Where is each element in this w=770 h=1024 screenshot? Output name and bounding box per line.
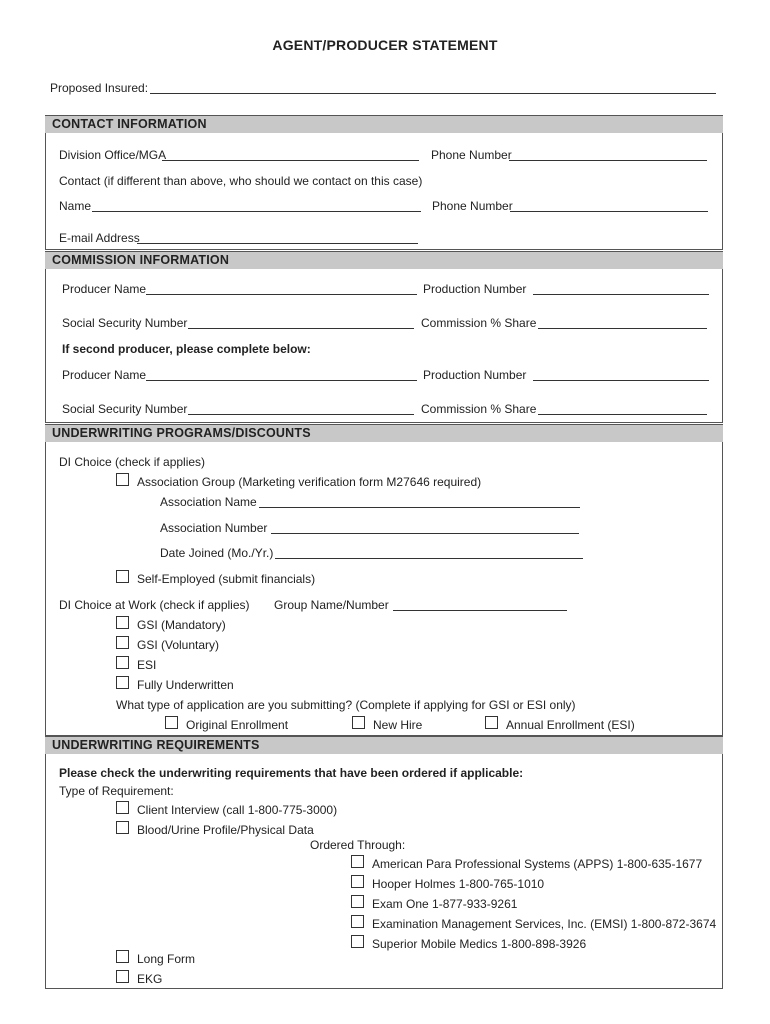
contact-phone-field[interactable] [509,160,707,161]
date-joined-field[interactable] [275,558,583,559]
producer-name-label: Producer Name [62,282,147,296]
contact-note: Contact (if different than above, who should we contact on this case) [59,174,423,188]
client-interview-checkbox[interactable] [116,801,129,814]
commission-section-header [45,251,723,269]
gsi-mandatory-checkbox[interactable] [116,616,129,629]
producer2-name-label: Producer Name [62,368,147,382]
long-form-label: Long Form [137,952,196,966]
production2-number-label: Production Number [423,368,527,382]
requirements-header-text: UNDERWRITING REQUIREMENTS [52,738,260,752]
commission2-share-label: Commission % Share [421,402,537,416]
contact-phone2-label: Phone Number [432,199,513,213]
original-enrollment-label: Original Enrollment [186,718,289,732]
self-employed-label: Self-Employed (submit financials) [137,572,316,586]
self-employed-checkbox[interactable] [116,570,129,583]
vendor-examone-checkbox[interactable] [351,895,364,908]
requirements-instruction: Please check the underwriting requirements that have been ordered if applicable: [59,766,524,780]
esi-label: ESI [137,658,157,672]
commission-header-text: COMMISSION INFORMATION [52,253,230,267]
type-of-requirement-label: Type of Requirement: [59,784,174,798]
original-enrollment-checkbox[interactable] [165,716,178,729]
contact-name-label: Name [59,199,92,213]
requirements-section-header [45,736,723,754]
annual-enrollment-label: Annual Enrollment (ESI) [506,718,635,732]
email-label: E-mail Address [59,231,140,245]
vendor-superior-checkbox[interactable] [351,935,364,948]
association-name-field[interactable] [259,507,580,508]
gsi-voluntary-checkbox[interactable] [116,636,129,649]
blood-urine-label: Blood/Urine Profile/Physical Data [137,823,314,837]
date-joined-label: Date Joined (Mo./Yr.) [160,546,274,560]
programs-section-header [45,424,723,442]
new-hire-label: New Hire [373,718,423,732]
form-title: AGENT/PRODUCER STATEMENT [272,37,498,53]
producer2-name-field[interactable] [146,380,417,381]
annual-enrollment-checkbox[interactable] [485,716,498,729]
commission-share-label: Commission % Share [421,316,537,330]
association-group-label: Association Group (Marketing verification form M27646 required) [137,475,482,489]
ssn2-label: Social Security Number [62,402,188,416]
gsi-voluntary-label: GSI (Voluntary) [137,638,220,652]
fully-underwritten-checkbox[interactable] [116,676,129,689]
vendor-emsi-label: Examination Management Services, Inc. (EMSI) 1-800-872-3674 [372,917,717,931]
contact-phone2-field[interactable] [510,211,708,212]
programs-header-text: UNDERWRITING PROGRAMS/DISCOUNTS [52,426,311,440]
vendor-emsi-checkbox[interactable] [351,915,364,928]
commission-share-field[interactable] [538,328,707,329]
ekg-checkbox[interactable] [116,970,129,983]
gsi-mandatory-label: GSI (Mandatory) [137,618,226,632]
long-form-checkbox[interactable] [116,950,129,963]
association-number-field[interactable] [271,533,579,534]
proposed-insured-label: Proposed Insured: [50,81,149,95]
di-choice-work-label: DI Choice at Work (check if applies) [59,598,250,612]
vendor-examone-label: Exam One 1-877-933-9261 [372,897,518,911]
ekg-label: EKG [137,972,163,986]
association-number-label: Association Number [160,521,268,535]
vendor-superior-label: Superior Mobile Medics 1-800-898-3926 [372,937,587,951]
vendor-apps-checkbox[interactable] [351,855,364,868]
second-producer-note: If second producer, please complete below: [62,342,311,356]
blood-urine-checkbox[interactable] [116,821,129,834]
contact-section-header [45,115,723,133]
production-number-field[interactable] [533,294,709,295]
producer-name-field[interactable] [146,294,417,295]
proposed-insured-field[interactable] [150,93,716,94]
production2-number-field[interactable] [533,380,709,381]
vendor-hooper-label: Hooper Holmes 1-800-765-1010 [372,877,545,891]
division-office-label: Division Office/MGA [59,148,167,162]
production-number-label: Production Number [423,282,527,296]
contact-header-text: CONTACT INFORMATION [52,117,207,131]
commission2-share-field[interactable] [538,414,707,415]
contact-name-field[interactable] [92,211,421,212]
email-field[interactable] [137,243,418,244]
application-type-question: What type of application are you submitting? (Complete if applying for GSI or ESI only) [116,698,576,712]
ssn-label: Social Security Number [62,316,188,330]
new-hire-checkbox[interactable] [352,716,365,729]
vendor-apps-label: American Para Professional Systems (APPS) 1-800-635-1677 [372,857,703,871]
division-office-field[interactable] [162,160,419,161]
fully-underwritten-label: Fully Underwritten [137,678,234,692]
client-interview-label: Client Interview (call 1-800-775-3000) [137,803,338,817]
association-group-checkbox[interactable] [116,473,129,486]
vendor-hooper-checkbox[interactable] [351,875,364,888]
group-name-field[interactable] [393,610,567,611]
group-name-label: Group Name/Number [274,598,389,612]
contact-phone-label: Phone Number [431,148,512,162]
esi-checkbox[interactable] [116,656,129,669]
ssn-field[interactable] [188,328,414,329]
ssn2-field[interactable] [188,414,414,415]
di-choice-label: DI Choice (check if applies) [59,455,206,469]
ordered-through-label: Ordered Through: [310,838,406,852]
association-name-label: Association Name [160,495,257,509]
